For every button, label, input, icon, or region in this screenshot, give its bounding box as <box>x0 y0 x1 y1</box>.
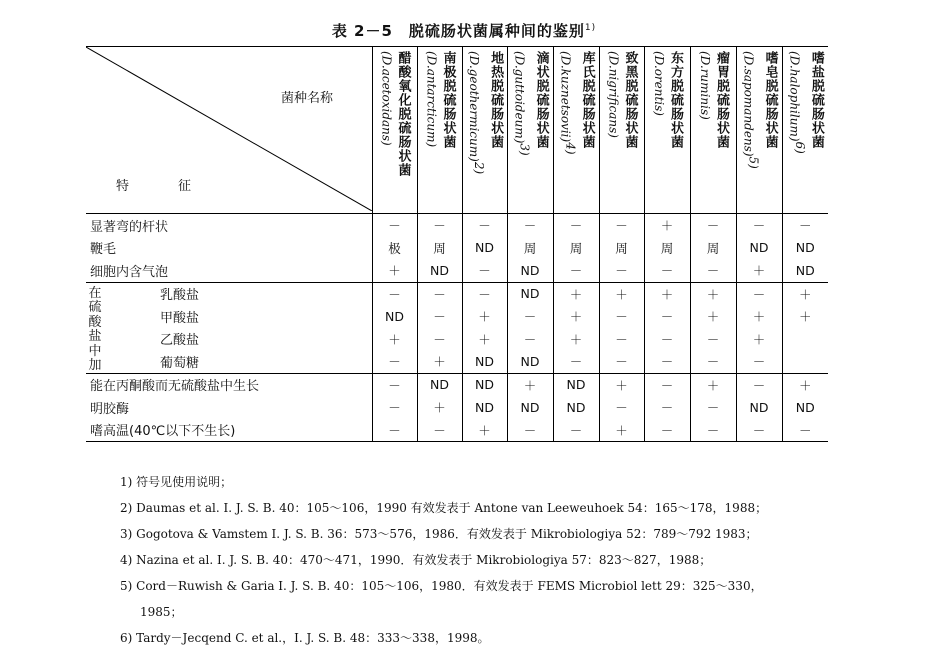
value-cell: － <box>507 305 553 328</box>
value-cell: － <box>553 350 599 373</box>
feature-name: 嗜高温(40℃以下不生长) <box>86 419 372 442</box>
species-header-4 <box>507 47 553 214</box>
value-cell: ND <box>553 396 599 419</box>
value-cell: － <box>644 328 690 351</box>
value-cell: ND <box>372 305 417 328</box>
value-cell: 极 <box>372 237 417 260</box>
species-latin-name: (D.ruminis) <box>698 51 712 120</box>
value-cell: － <box>690 419 736 442</box>
value-cell: － <box>782 214 828 237</box>
value-cell: － <box>507 328 553 351</box>
value-cell: － <box>599 305 644 328</box>
value-cell: － <box>644 350 690 373</box>
species-latin-name: (D.nigrificans) <box>606 51 621 138</box>
value-cell: － <box>782 419 828 442</box>
value-cell: － <box>644 259 690 282</box>
footnote: 1) 符号见使用说明； <box>120 475 233 489</box>
value-cell: － <box>599 350 644 373</box>
species-header-9 <box>736 47 782 214</box>
value-cell: ＋ <box>736 305 782 328</box>
corner-header-cell <box>86 47 372 214</box>
value-cell: ND <box>462 396 507 419</box>
value-cell: － <box>736 373 782 396</box>
value-cell: － <box>372 373 417 396</box>
species-latin-name: (D.halophilum) <box>787 51 802 142</box>
footnotes <box>120 469 900 651</box>
value-cell: － <box>736 419 782 442</box>
species-chinese-name: 南极脱硫肠状菌 <box>440 51 456 149</box>
value-cell: ND <box>507 259 553 282</box>
value-cell: ND <box>507 396 553 419</box>
value-cell: 周 <box>690 237 736 260</box>
value-cell: － <box>690 214 736 237</box>
species-chinese-name: 嗜盐脱硫肠状菌 <box>808 51 824 149</box>
value-cell: － <box>372 214 417 237</box>
table-row <box>86 396 828 419</box>
table-row <box>86 305 828 328</box>
species-header-text <box>697 47 729 209</box>
value-cell: ＋ <box>690 305 736 328</box>
value-cell: ＋ <box>462 328 507 351</box>
footnote: 6) Tardy－Jecqend C. et al.，I. J. S. B. 48：333～338，1998。 <box>120 631 490 645</box>
feature-name: 明胶酶 <box>90 401 130 417</box>
species-latin-name: (D.geothermicum) <box>466 51 481 162</box>
value-cell: － <box>644 419 690 442</box>
species-header-text <box>606 47 638 209</box>
identification-table <box>86 46 828 442</box>
value-cell: － <box>417 282 462 305</box>
value-cell: － <box>417 328 462 351</box>
value-cell: ND <box>782 259 828 282</box>
feature-label: 特 征 <box>116 179 210 194</box>
value-cell: － <box>372 350 417 373</box>
feature-name: 鞭毛 <box>90 242 117 258</box>
value-cell: ＋ <box>736 259 782 282</box>
value-cell: ＋ <box>553 282 599 305</box>
value-cell: ＋ <box>372 259 417 282</box>
species-chinese-name: 嗜皂脱硫肠状菌 <box>762 51 778 149</box>
species-header-1 <box>372 47 417 214</box>
feature-name: 能在丙酮酸而无硫酸盐中生长 <box>86 373 372 396</box>
species-header-5 <box>553 47 599 214</box>
value-cell: 周 <box>644 237 690 260</box>
value-cell: ＋ <box>782 305 828 328</box>
species-latin-name: (D.acetoxidans) <box>379 51 394 146</box>
table-row <box>86 350 828 373</box>
value-cell: 周 <box>507 237 553 260</box>
value-cell: ＋ <box>372 328 417 351</box>
species-latin-name: (D.sapomandens) <box>741 51 756 157</box>
value-cell: ＋ <box>782 373 828 396</box>
species-header-2 <box>417 47 462 214</box>
table-row <box>86 259 828 282</box>
value-cell: ND <box>507 350 553 373</box>
species-footnote-ref: 6) <box>792 141 807 154</box>
species-header-7 <box>644 47 690 214</box>
value-cell: ＋ <box>553 305 599 328</box>
value-cell: ＋ <box>782 282 828 305</box>
value-cell: － <box>507 214 553 237</box>
value-cell: － <box>462 259 507 282</box>
value-cell: － <box>417 214 462 237</box>
value-cell: ND <box>553 373 599 396</box>
species-name-label: 菌种名称 <box>281 91 334 106</box>
value-cell: － <box>599 396 644 419</box>
species-header-text <box>740 47 777 209</box>
species-header-text <box>787 47 824 209</box>
species-footnote-ref: 2) <box>472 161 487 175</box>
substrate-name: 乳酸盐 <box>116 282 372 305</box>
value-cell: ND <box>462 237 507 260</box>
value-cell: － <box>553 214 599 237</box>
value-cell: ＋ <box>507 373 553 396</box>
value-cell: － <box>599 259 644 282</box>
table-title-footnote-ref: 1) <box>584 23 597 33</box>
species-latin-name: (D.orentis) <box>652 51 666 116</box>
value-cell: － <box>553 259 599 282</box>
footnote: 4) Nazina et al. I. J. S. B. 40：470～471，1990．有效发表于 Mikrobiologiya 57：823～827，1988； <box>120 553 712 567</box>
species-header-row <box>86 47 828 214</box>
value-cell: 周 <box>553 237 599 260</box>
value-cell: ＋ <box>644 282 690 305</box>
value-cell: － <box>462 214 507 237</box>
species-chinese-name: 致黑脱硫肠状菌 <box>622 51 638 149</box>
table-row <box>86 282 828 305</box>
value-cell: ND <box>462 350 507 373</box>
value-cell: ND <box>462 373 507 396</box>
sulfate-group-cell <box>86 282 116 373</box>
species-footnote-ref: 4) <box>563 142 578 155</box>
value-cell: － <box>736 214 782 237</box>
species-latin-name: (D.guttoideum) <box>512 51 527 144</box>
value-cell: ＋ <box>462 305 507 328</box>
species-header-text <box>557 47 594 209</box>
species-header-6 <box>599 47 644 214</box>
value-cell: ND <box>782 396 828 419</box>
value-cell: － <box>417 305 462 328</box>
value-cell: ND <box>507 282 553 305</box>
value-cell: 周 <box>599 237 644 260</box>
value-cell: ＋ <box>599 282 644 305</box>
feature-name: 细胞内含气泡 <box>90 264 169 280</box>
value-cell: 周 <box>417 237 462 260</box>
value-cell: － <box>417 419 462 442</box>
species-footnote-ref: 3) <box>517 143 532 156</box>
substrate-name: 乙酸盐 <box>160 333 200 349</box>
value-cell: ND <box>417 259 462 282</box>
value-cell: － <box>736 282 782 305</box>
value-cell: ＋ <box>599 373 644 396</box>
value-cell: ND <box>736 396 782 419</box>
identification-table-wrapper <box>86 46 828 442</box>
value-cell: ＋ <box>417 350 462 373</box>
value-cell: － <box>690 350 736 373</box>
value-cell: － <box>599 214 644 237</box>
species-latin-name: (D.antarcticum) <box>424 51 439 148</box>
table-row <box>86 373 828 396</box>
value-cell: － <box>599 328 644 351</box>
substrate-name: 葡萄糖 <box>160 355 200 371</box>
species-footnote-ref: 5) <box>746 156 761 169</box>
value-cell: － <box>690 396 736 419</box>
value-cell: － <box>736 350 782 373</box>
species-header-text <box>651 47 683 209</box>
value-cell: － <box>644 305 690 328</box>
value-cell <box>782 350 828 373</box>
value-cell <box>782 328 828 351</box>
footnote: 5) Cord－Ruwish & Garia I. J. S. B. 40：105～106，1980．有效发表于 FEMS Microbiol lett 29：325～330， <box>120 579 763 593</box>
value-cell: ND <box>736 237 782 260</box>
value-cell: ＋ <box>736 328 782 351</box>
table-row <box>86 419 828 442</box>
value-cell: ＋ <box>690 373 736 396</box>
species-latin-name: (D.kuznetsovii) <box>558 51 573 143</box>
species-header-text <box>466 47 503 209</box>
species-header-3 <box>462 47 507 214</box>
footnote: 1985； <box>140 605 183 619</box>
value-cell: － <box>553 419 599 442</box>
value-cell: ＋ <box>462 419 507 442</box>
value-cell: － <box>507 419 553 442</box>
table-row <box>86 328 828 351</box>
sulfate-group-label: 在硫酸盐中加 <box>88 285 102 374</box>
value-cell: ＋ <box>553 328 599 351</box>
table-row <box>86 214 828 237</box>
species-header-text <box>424 47 456 209</box>
table-title <box>0 20 928 41</box>
species-chinese-name: 东方脱硫肠状菌 <box>668 51 683 149</box>
species-chinese-name: 醋酸氧化脱硫肠状菌 <box>395 51 411 177</box>
species-chinese-name: 地热脱硫肠状菌 <box>488 51 504 149</box>
value-cell: － <box>372 282 417 305</box>
table-title-text: 表 2－5 脱硫肠状菌属种间的鉴别 <box>331 22 585 40</box>
footnote: 2) Daumas et al. I. J. S. B. 40：105～106，1990 有效发表于 Antone van Leeweuhoek 54：165～178，1988； <box>120 501 768 515</box>
value-cell: － <box>690 328 736 351</box>
feature-name: 显著弯的杆状 <box>86 214 372 237</box>
value-cell: － <box>462 282 507 305</box>
substrate-name: 甲酸盐 <box>160 310 200 326</box>
value-cell: － <box>372 396 417 419</box>
table-row <box>86 237 828 260</box>
species-header-text <box>511 47 548 209</box>
species-chinese-name: 瘤胃脱硫肠状菌 <box>714 51 729 149</box>
value-cell: ＋ <box>417 396 462 419</box>
value-cell: ＋ <box>599 419 644 442</box>
value-cell: － <box>644 373 690 396</box>
value-cell: － <box>644 396 690 419</box>
species-chinese-name: 滴状脱硫肠状菌 <box>533 51 549 149</box>
species-header-10 <box>782 47 828 214</box>
species-chinese-name: 库氏脱硫肠状菌 <box>579 51 595 149</box>
value-cell: ND <box>782 237 828 260</box>
value-cell: ＋ <box>644 214 690 237</box>
value-cell: ND <box>417 373 462 396</box>
value-cell: － <box>690 259 736 282</box>
footnote: 3) Gogotova & Vamstem I. J. S. B. 36：573～576，1986．有效发表于 Mikrobiologiya 52：789～792 1983； <box>120 527 758 541</box>
value-cell: － <box>372 419 417 442</box>
species-header-text <box>379 47 411 209</box>
species-header-8 <box>690 47 736 214</box>
value-cell: ＋ <box>690 282 736 305</box>
